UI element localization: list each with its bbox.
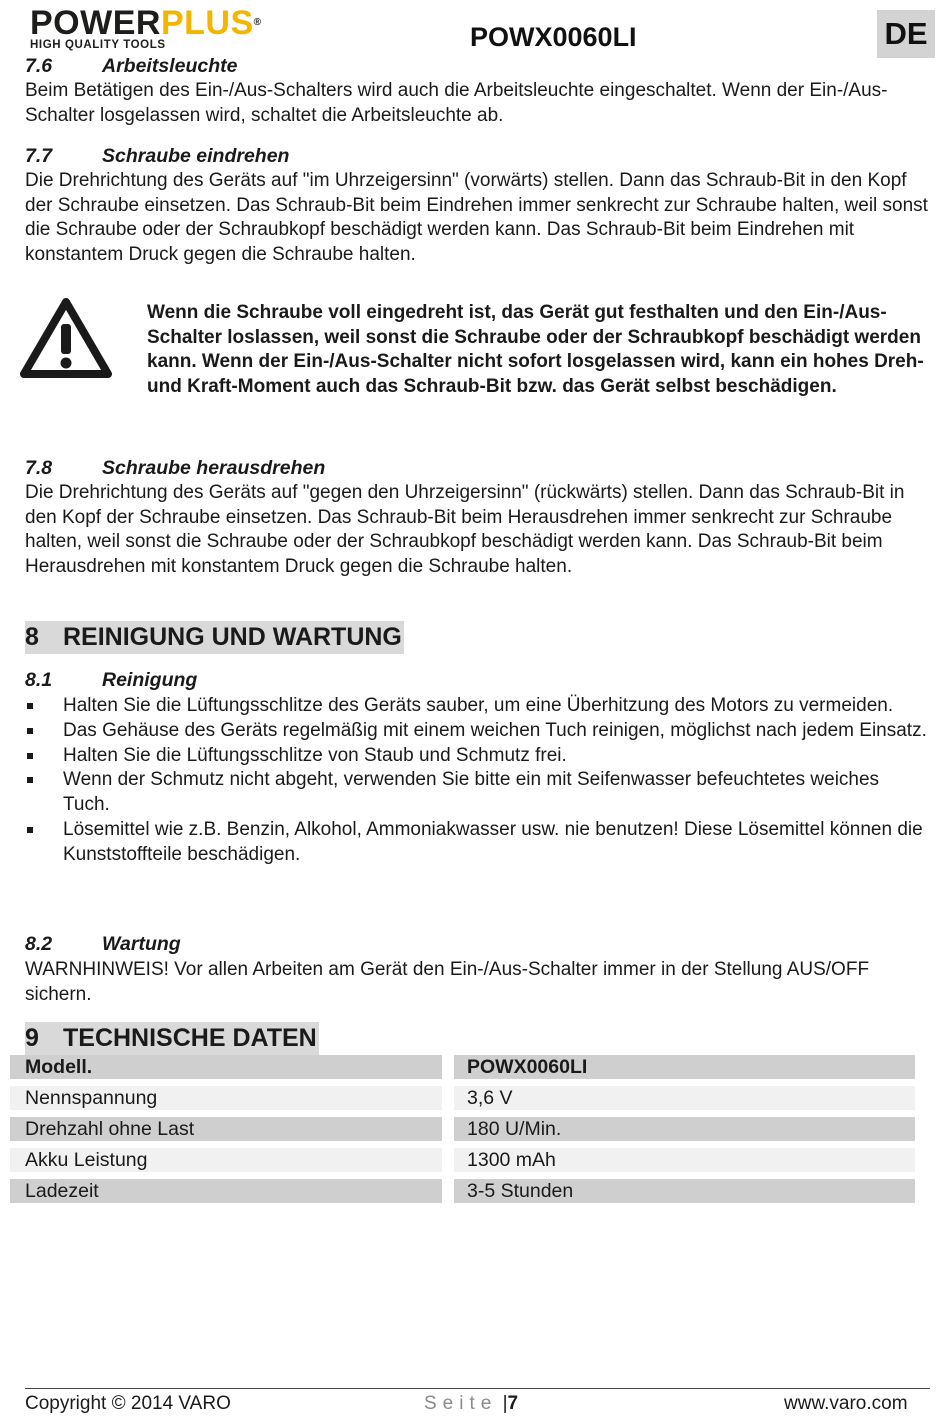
table-cell-value: 1300 mAh: [454, 1148, 915, 1172]
footer-website-link[interactable]: www.varo.com: [784, 1393, 908, 1414]
list-item: Das Gehäuse des Geräts regelmäßig mit einem weichen Tuch reinigen, möglichst nach jedem Einsatz.: [25, 719, 930, 744]
cleaning-bullet-list: [25, 694, 930, 868]
list-item: Wenn der Schmutz nicht abgeht, verwenden Sie bitte ein mit Seifenwasser befeuchtetes weiches Tuch.: [25, 768, 930, 818]
section-8-2-title: Wartung: [102, 933, 181, 955]
table-row: [10, 1086, 915, 1110]
header-model-number: POWX0060LI: [470, 22, 637, 52]
table-cell-value: POWX0060LI: [454, 1055, 915, 1079]
table-cell-label: Ladezeit: [10, 1179, 442, 1203]
table-cell-label: Nennspannung: [10, 1086, 442, 1110]
section-9-title: TECHNISCHE DATEN: [63, 1024, 317, 1052]
footer-page-separator: |: [502, 1393, 508, 1414]
footer-page-word: Seite: [424, 1393, 498, 1414]
table-cell-value: 180 U/Min.: [454, 1117, 915, 1141]
section-9-heading: [25, 1022, 319, 1055]
warning-text: Wenn die Schraube voll eingedreht ist, das Gerät gut festhalten und den Ein-/Aus-Schalter loslassen, weil sonst die Schraube oder der Schraubkopf beschädigt werden kann. Wenn der Ein-/Aus-Schalter nicht sofort losgelassen wird, kann ein hohes Dreh- und Kraft-Moment auch das Schraub-Bit bzw. das Gerät selbst beschädigen.: [147, 302, 924, 397]
section-7-8-title: Schraube herausdrehen: [102, 457, 326, 479]
section-7-6-title: Arbeitsleuchte: [102, 55, 238, 77]
section-7-6-number: 7.6: [25, 55, 53, 77]
section-8-2-text: WARNHINWEIS! Vor allen Arbeiten am Gerät den Ein-/Aus-Schalter immer in der Stellung AUS/OFF sichern.: [25, 959, 870, 1005]
table-row: [10, 1055, 915, 1079]
logo-brand-power: POWER: [30, 4, 161, 42]
table-cell-label: Akku Leistung: [10, 1148, 442, 1172]
logo-registered-mark: ®: [253, 17, 262, 28]
table-cell-value: 3-5 Stunden: [454, 1179, 915, 1203]
footer-page-number: 7: [507, 1393, 519, 1414]
table-row: [10, 1148, 915, 1172]
section-7-7-title: Schraube eindrehen: [102, 145, 290, 167]
powerplus-logo: [30, 6, 290, 50]
footer-page-indicator: [424, 1393, 518, 1415]
section-8-2-number: 8.2: [25, 933, 53, 955]
section-8-title: REINIGUNG UND WARTUNG: [63, 623, 402, 651]
section-7-6-text: Beim Betätigen des Ein-/Aus-Schalters wird auch die Arbeitsleuchte eingeschaltet. Wenn der Ein-/Aus-Schalter losgelassen wird, schaltet die Arbeitsleuchte ab.: [25, 80, 888, 126]
warning-triangle-icon: [20, 296, 112, 380]
section-8-1-number: 8.1: [25, 669, 53, 691]
table-cell-value: 3,6 V: [454, 1086, 915, 1110]
logo-tagline: HIGH QUALITY TOOLS: [30, 39, 166, 51]
section-7-8-number: 7.8: [25, 457, 53, 479]
section-8-heading: [25, 621, 404, 654]
table-cell-label: Drehzahl ohne Last: [10, 1117, 442, 1141]
section-7-7-text: Die Drehrichtung des Geräts auf "im Uhrzeigersinn" (vorwärts) stellen. Dann das Schraub-Bit in den Kopf der Schraube einsetzen. Das Schraub-Bit beim Eindrehen immer senkrecht zur Schraube halten, weil sonst die Schraube oder der Schraubkopf beschädigt werden kann. Das Schraub-Bit beim Eindrehen mit konstantem Druck gegen die Schraube halten.: [25, 170, 928, 266]
table-row: [10, 1117, 915, 1141]
table-row: [10, 1179, 915, 1203]
section-8-number: 8: [25, 623, 39, 651]
footer-copyright: Copyright © 2014 VARO: [25, 1393, 231, 1414]
logo-brand-plus: PLUS: [160, 4, 254, 42]
language-badge: DE: [877, 10, 935, 58]
list-item: Halten Sie die Lüftungsschlitze des Geräts sauber, um eine Überhitzung des Motors zu vermeiden.: [25, 694, 930, 719]
footer-divider: [25, 1388, 930, 1389]
section-8-1-title: Reinigung: [102, 669, 198, 691]
section-7-8-text: Die Drehrichtung des Geräts auf "gegen den Uhrzeigersinn" (rückwärts) stellen. Dann das Schraub-Bit in den Kopf der Schraube einsetzen. Das Schraub-Bit beim Herausdrehen immer senkrecht zur Schraube halten, weil sonst die Schraube oder der Schraubkopf beschädigt werden kann. Das Schraub-Bit beim Herausdrehen mit konstantem Druck gegen die Schraube halten.: [25, 482, 905, 578]
list-item: Halten Sie die Lüftungsschlitze von Staub und Schmutz frei.: [25, 744, 930, 769]
table-cell-label: Modell.: [10, 1055, 442, 1079]
section-7-7-number: 7.7: [25, 145, 53, 167]
section-9-number: 9: [25, 1024, 39, 1052]
list-item: Lösemittel wie z.B. Benzin, Alkohol, Ammoniakwasser usw. nie benutzen! Diese Lösemittel können die Kunststoffteile beschädigen.: [25, 818, 930, 868]
